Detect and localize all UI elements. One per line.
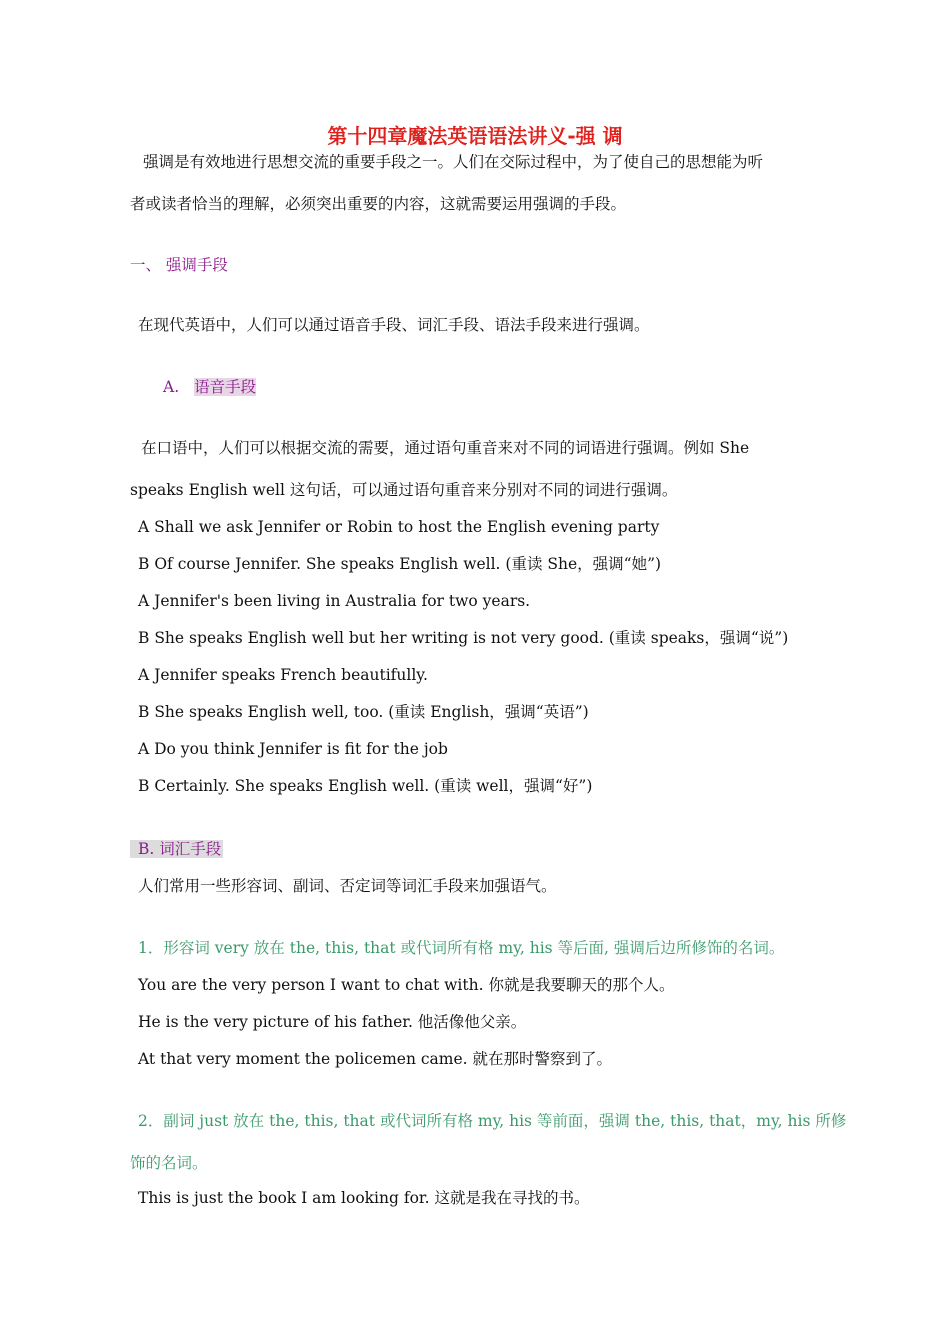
dialogue-line: A Jennifer's been living in Australia for two years.	[138, 592, 531, 610]
subsection-a-title: 语音手段	[194, 378, 257, 396]
example-line: He is the very picture of his father. 他活像他父亲。	[138, 1013, 527, 1031]
dialogue-line: A Jennifer speaks French beautifully.	[138, 666, 428, 684]
dialogue-line: A Shall we ask Jennifer or Robin to host the English evening party	[138, 518, 660, 536]
dialogue-line: B Certainly. She speaks English well. (重读 well，强调“好”)	[138, 777, 593, 795]
subsection-a-heading	[163, 376, 863, 398]
point-2-line-2: 饰的名词。	[130, 1154, 208, 1172]
point-1: 1．形容词 very 放在 the, this, that 或代词所有格 my, his 等后面, 强调后边所修饰的名词。	[138, 939, 785, 957]
example-line: At that very moment the policemen came. 就在那时警察到了。	[138, 1050, 613, 1068]
subsection-b-text: 人们常用一些形容词、副词、否定词等词汇手段来加强语气。	[138, 877, 557, 895]
subsection-b-heading	[130, 838, 830, 860]
dialogue-line: B She speaks English well but her writing is not very good. (重读 speaks，强调“说”)	[138, 629, 789, 647]
dialogue-line: B She speaks English well, too. (重读 English，强调“英语”)	[138, 703, 589, 721]
dialogue-line: A Do you think Jennifer is fit for the job	[138, 740, 448, 758]
page-title: 第十四章魔法英语语法讲义-强 调	[327, 124, 623, 148]
subsection-a-label: A.	[163, 378, 180, 396]
subsection-a-line-1: 在口语中，人们可以根据交流的需要，通过语句重音来对不同的词语进行强调。例如 She	[141, 439, 750, 457]
dialogue-line: B Of course Jennifer. She speaks English well. (重读 She，强调“她”)	[138, 555, 662, 573]
subsection-b-title: B. 词汇手段	[130, 840, 223, 858]
intro-line-2: 者或读者恰当的理解，必须突出重要的内容，这就需要运用强调的手段。	[130, 195, 627, 213]
intro-line-1: 强调是有效地进行思想交流的重要手段之一。人们在交际过程中，为了使自己的思想能为听	[143, 153, 764, 171]
example-line: This is just the book I am looking for. 这就是我在寻找的书。	[138, 1189, 590, 1207]
section-text: 在现代英语中，人们可以通过语音手段、词汇手段、语法手段来进行强调。	[138, 316, 650, 334]
section-heading: 一、 强调手段	[130, 256, 228, 274]
example-line: You are the very person I want to chat with. 你就是我要聊天的那个人。	[138, 976, 675, 994]
subsection-a-line-2: speaks English well 这句话，可以通过语句重音来分别对不同的词进行强调。	[130, 481, 678, 499]
point-2-line-1: 2．副词 just 放在 the, this, that 或代词所有格 my, his 等前面，强调 the, this, that，my, his 所修	[138, 1112, 847, 1130]
